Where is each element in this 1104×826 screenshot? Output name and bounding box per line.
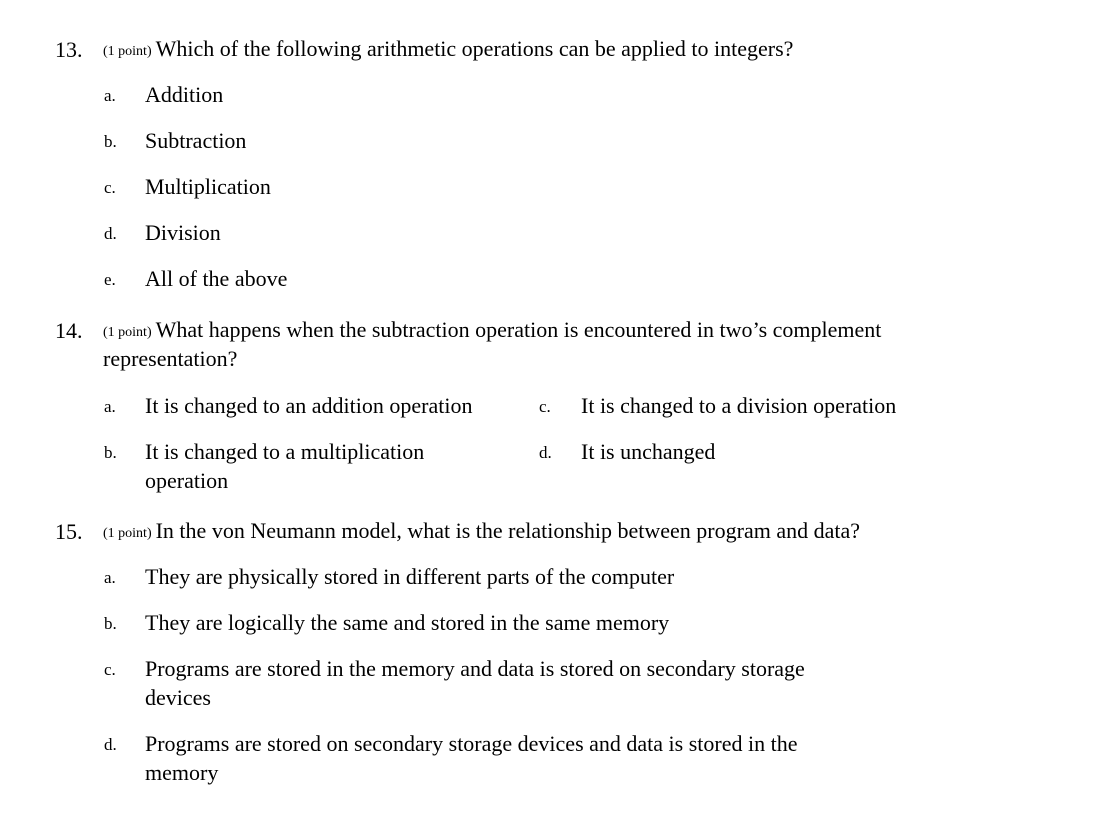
question-points: (1 point)	[103, 44, 152, 59]
option-text: All of the above	[145, 266, 288, 291]
question-text-continued: representation?	[103, 346, 238, 371]
question-text: What happens when the subtraction operation is encountered in two’s complement	[155, 317, 882, 342]
question-number: 13.	[55, 37, 83, 62]
option-text: It is changed to a division operation	[581, 393, 897, 418]
option-text: It is unchanged	[581, 439, 716, 464]
option-text: Programs are stored in the memory and data is stored on secondary storage	[145, 656, 805, 681]
option-text: Division	[145, 220, 221, 245]
option-text: Subtraction	[145, 128, 247, 153]
option-letter: a.	[104, 397, 116, 416]
option-text-continued: operation	[145, 468, 229, 493]
option-letter: c.	[539, 397, 551, 416]
option-text: It is changed to an addition operation	[145, 393, 473, 418]
question-text: In the von Neumann model, what is the relationship between program and data?	[155, 518, 861, 543]
option-letter: e.	[104, 270, 116, 289]
question-prompt	[103, 516, 860, 548]
option-text: They are physically stored in different parts of the computer	[145, 564, 675, 589]
option-text: Addition	[145, 82, 224, 107]
option-text: It is changed to a multiplication	[145, 439, 425, 464]
option-text: They are logically the same and stored in the same memory	[145, 610, 670, 635]
option-text: Multiplication	[145, 174, 271, 199]
option-letter: b.	[104, 132, 117, 151]
option-letter: c.	[104, 178, 116, 197]
option-letter: c.	[104, 660, 116, 679]
option-letter: d.	[104, 735, 117, 754]
question-points: (1 point)	[103, 526, 152, 541]
option-letter: b.	[104, 614, 117, 633]
option-text-continued: devices	[145, 685, 211, 710]
option-letter: b.	[104, 443, 117, 462]
option-letter: d.	[539, 443, 552, 462]
question-text: Which of the following arithmetic operations can be applied to integers?	[155, 36, 794, 61]
question-prompt	[103, 34, 793, 66]
option-letter: a.	[104, 86, 116, 105]
question-points: (1 point)	[103, 325, 152, 340]
question-number: 14.	[55, 318, 83, 343]
option-letter: d.	[104, 224, 117, 243]
question-number: 15.	[55, 519, 83, 544]
option-text: Programs are stored on secondary storage devices and data is stored in the	[145, 731, 798, 756]
question-prompt	[103, 315, 881, 347]
option-letter: a.	[104, 568, 116, 587]
option-text-continued: memory	[145, 760, 219, 785]
